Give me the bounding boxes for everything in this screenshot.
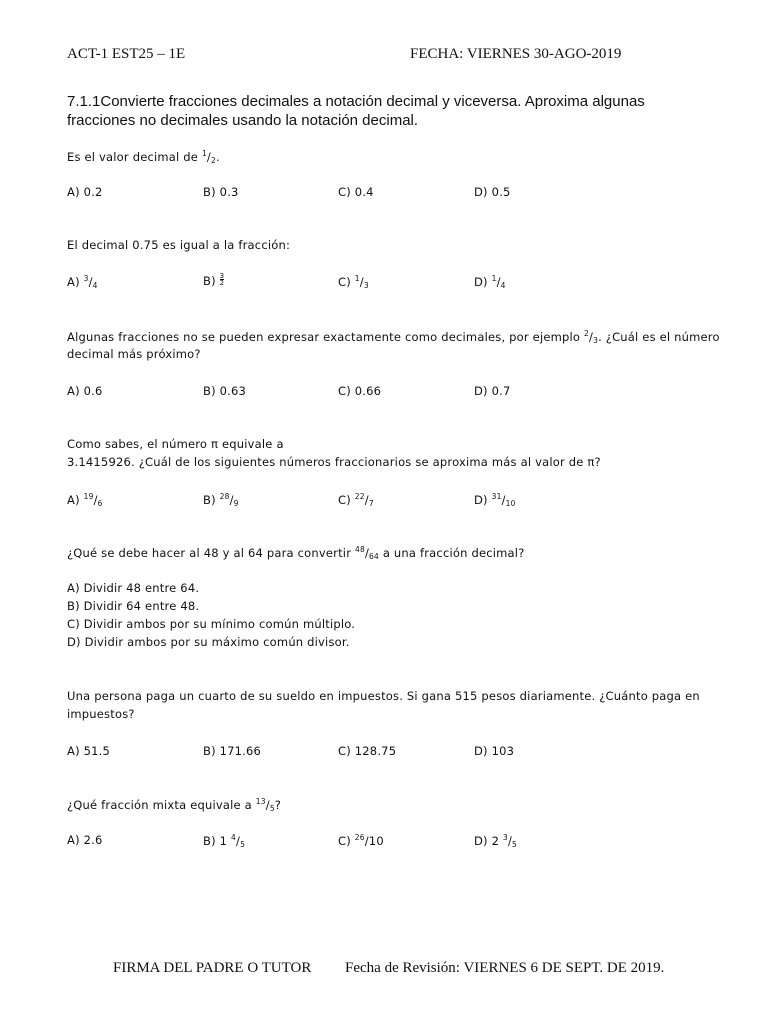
fraction-numerator: 2 [584, 329, 589, 338]
fraction-numerator: 3 [83, 274, 89, 283]
fraction: $^{19}/_6$ [83, 492, 103, 508]
fraction: $^4/_5$ [231, 833, 246, 849]
q7-option-b [203, 833, 245, 849]
q4-option-a [67, 492, 103, 508]
question-4-line-2: 3.1415926. ¿Cuál de los siguientes números fraccionarios se aproxima más al valor de π? [67, 455, 601, 469]
q6-option-c: C) 128.75 [338, 744, 397, 758]
q1-option-b: B) 0.3 [203, 185, 239, 199]
q3-option-d: D) 0.7 [474, 384, 511, 398]
fraction-48-64: $^{48}/_{64}$ [354, 545, 379, 561]
q5-option-d: D) Dividir ambos por su máximo común divisor. [67, 635, 350, 649]
q6-option-a: A) 51.5 [67, 744, 111, 758]
fraction-denominator: 3 [363, 281, 369, 290]
q5-option-b: B) Dividir 64 entre 48. [67, 599, 200, 613]
fraction-denominator: 2 [219, 279, 225, 287]
fraction-denominator: 64 [369, 552, 379, 561]
fraction-numerator: 4 [231, 833, 236, 842]
fraction-13-5: $^{13}/_5$ [255, 797, 275, 813]
q2-option-b [203, 274, 224, 288]
question-7-text-after: ? [274, 798, 282, 812]
q3-option-b: B) 0.63 [203, 384, 247, 398]
fraction-numerator: 3 [502, 833, 508, 842]
question-4-line-1: Como sabes, el número π equivale a [67, 437, 284, 451]
fraction-numerator: 3 [219, 272, 225, 280]
question-6-line-1: Una persona paga un cuarto de su sueldo en impuestos. Si gana 515 pesos diariamente. ¿Cuánto paga en [67, 689, 700, 703]
fraction-numerator: 48 [354, 545, 365, 554]
question-3-line-1 [67, 329, 720, 345]
option-rest: /10 [364, 834, 384, 848]
header-activity: ACT-1 EST25 – 1E [67, 46, 186, 62]
fraction-numerator: 26 [354, 833, 365, 842]
fraction-denominator: 5 [512, 840, 518, 849]
option-prefix: B) [203, 274, 220, 288]
q7-option-a: A) 2.6 [67, 833, 103, 847]
q4-option-c [338, 492, 374, 508]
fraction-denominator: 10 [505, 499, 516, 508]
q7-option-c [338, 833, 384, 848]
q3-option-c: C) 0.66 [338, 384, 382, 398]
fraction-denominator: 9 [233, 499, 239, 508]
question-5-text-before: ¿Qué se debe hacer al 48 y al 64 para convertir [67, 546, 355, 560]
fraction: $^1/_4$ [491, 274, 506, 290]
fraction-denominator: 4 [500, 281, 506, 290]
fraction-numerator: 19 [83, 492, 94, 501]
q1-option-d: D) 0.5 [474, 185, 511, 199]
question-1-text-after: . [215, 150, 220, 164]
q1-option-c: C) 0.4 [338, 185, 374, 199]
fraction-denominator: 6 [97, 499, 103, 508]
option-prefix: A) [67, 275, 84, 289]
q2-option-c [338, 274, 369, 290]
option-prefix: C) [338, 275, 355, 289]
footer-signature: FIRMA DEL PADRE O TUTOR [113, 960, 312, 976]
fraction: $^{28}/_9$ [219, 492, 239, 508]
option-prefix: C) [338, 834, 355, 848]
fraction-numerator: 22 [354, 492, 365, 501]
option-prefix: D) 2 [474, 834, 503, 848]
q5-option-c: C) Dividir ambos por su mínimo común múltiplo. [67, 617, 356, 631]
fraction-1-2: $^1/_2$ [201, 149, 216, 165]
question-3-line-2: decimal más próximo? [67, 347, 201, 361]
fraction: $^{22}/_7$ [354, 492, 374, 508]
q3-option-a: A) 0.6 [67, 384, 103, 398]
q4-option-d [474, 492, 516, 508]
option-prefix: B) [203, 493, 220, 507]
question-2-text: El decimal 0.75 es igual a la fracción: [67, 238, 291, 252]
q1-option-a: A) 0.2 [67, 185, 103, 199]
footer-revision-date: Fecha de Revisión: VIERNES 6 DE SEPT. DE 2019. [345, 960, 665, 976]
fraction: $^3/_5$ [502, 833, 518, 849]
question-3-text-before: Algunas fracciones no se pueden expresar exactamente como decimales, por ejemplo [67, 330, 585, 344]
fraction: $^1/_3$ [354, 274, 369, 290]
question-3-text-after: . ¿Cuál es el número [598, 330, 720, 344]
fraction-numerator: 1 [354, 274, 360, 283]
header-date: FECHA: VIERNES 30-AGO-2019 [410, 46, 622, 62]
option-prefix: A) [67, 493, 84, 507]
question-7-text-before: ¿Qué fracción mixta equivale a [67, 798, 256, 812]
fraction-denominator: 5 [240, 840, 246, 849]
option-prefix: C) [338, 493, 355, 507]
question-1-text [67, 149, 220, 165]
fraction-denominator: 5 [269, 804, 275, 813]
question-1-text-before: Es el valor decimal de [67, 150, 202, 164]
fraction-2-3: $^2/_3$ [584, 329, 599, 345]
fraction [355, 834, 365, 848]
fraction-denominator: 3 [593, 336, 599, 345]
q4-option-b [203, 492, 239, 508]
option-prefix: B) 1 [203, 834, 232, 848]
q2-option-d [474, 274, 506, 290]
fraction: $^{31}/_{10}$ [491, 492, 516, 508]
option-prefix: D) [474, 493, 492, 507]
fraction-numerator: 1 [491, 274, 497, 283]
stacked-fraction [220, 273, 225, 286]
q6-option-b: B) 171.66 [203, 744, 262, 758]
fraction-numerator: 13 [255, 797, 266, 806]
q2-option-a [67, 274, 98, 290]
q5-option-a: A) Dividir 48 entre 64. [67, 581, 200, 595]
instructions-line-2: fracciones no decimales usando la notación decimal. [67, 112, 419, 129]
question-5-text-after: a una fracción decimal? [378, 546, 525, 560]
fraction-denominator: 2 [211, 156, 216, 165]
fraction-numerator: 31 [491, 492, 502, 501]
question-6-line-2: impuestos? [67, 707, 135, 721]
fraction-denominator: 7 [368, 499, 374, 508]
question-7-text [67, 797, 281, 813]
fraction-numerator: 28 [219, 492, 230, 501]
option-prefix: D) [474, 275, 492, 289]
q7-option-d [474, 833, 517, 849]
fraction-denominator: 4 [92, 281, 98, 290]
fraction-numerator: 1 [201, 149, 207, 158]
instructions-line-1: 7.1.1Convierte fracciones decimales a notación decimal y viceversa. Aproxima algunas [67, 93, 645, 110]
question-5-text [67, 545, 525, 561]
q6-option-d: D) 103 [474, 744, 515, 758]
fraction: $^3/_4$ [83, 274, 98, 290]
